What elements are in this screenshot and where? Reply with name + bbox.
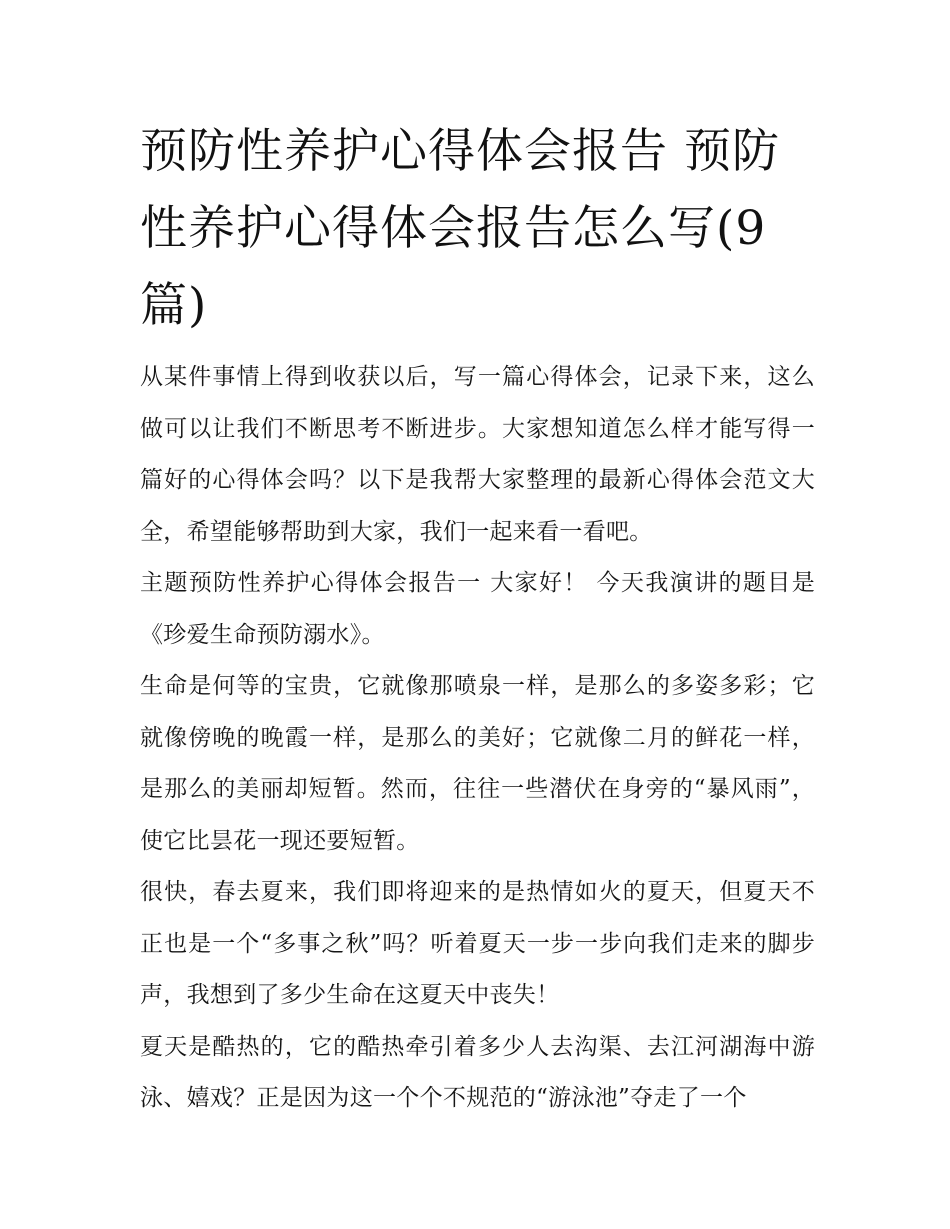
- paragraph-swimming: 夏天是酷热的，它的酷热牵引着多少人去沟渠、去江河湖海中游泳、嬉戏？正是因为这一个个不规范的“游泳池”夺走了一个: [140, 1033, 815, 1111]
- paragraph-intro: 从某件事情上得到收获以后，写一篇心得体会，记录下来，这么做可以让我们不断思考不断进步。大家想知道怎么样才能写得一篇好的心得体会吗？以下是我帮大家整理的最新心得体会范文大全，希望能够帮助到大家，我们一起来看一看吧。: [140, 364, 815, 545]
- paragraph-life: 生命是何等的宝贵，它就像那喷泉一样，是那么的多姿多彩；它就像傍晚的晚霞一样，是那么的美好；它就像二月的鲜花一样，是那么的美丽却短暂。然而，往往一些潜伏在身旁的“暴风雨”，使它比昙花一现还要短暂。: [140, 673, 815, 854]
- paragraph-summer: 很快，春去夏来，我们即将迎来的是热情如火的夏天，但夏天不正也是一个“多事之秋”吗？听着夏天一步一步向我们走来的脚步声，我想到了多少生命在这夏天中丧失！: [140, 879, 815, 1008]
- document-title: 预防性养护心得体会报告 预防性养护心得体会报告怎么写(9篇): [140, 124, 780, 333]
- document-body: [140, 352, 815, 1125]
- paragraph-topic: 主题预防性养护心得体会报告一 大家好！ 今天我演讲的题目是《珍爱生命预防溺水》。: [140, 570, 815, 648]
